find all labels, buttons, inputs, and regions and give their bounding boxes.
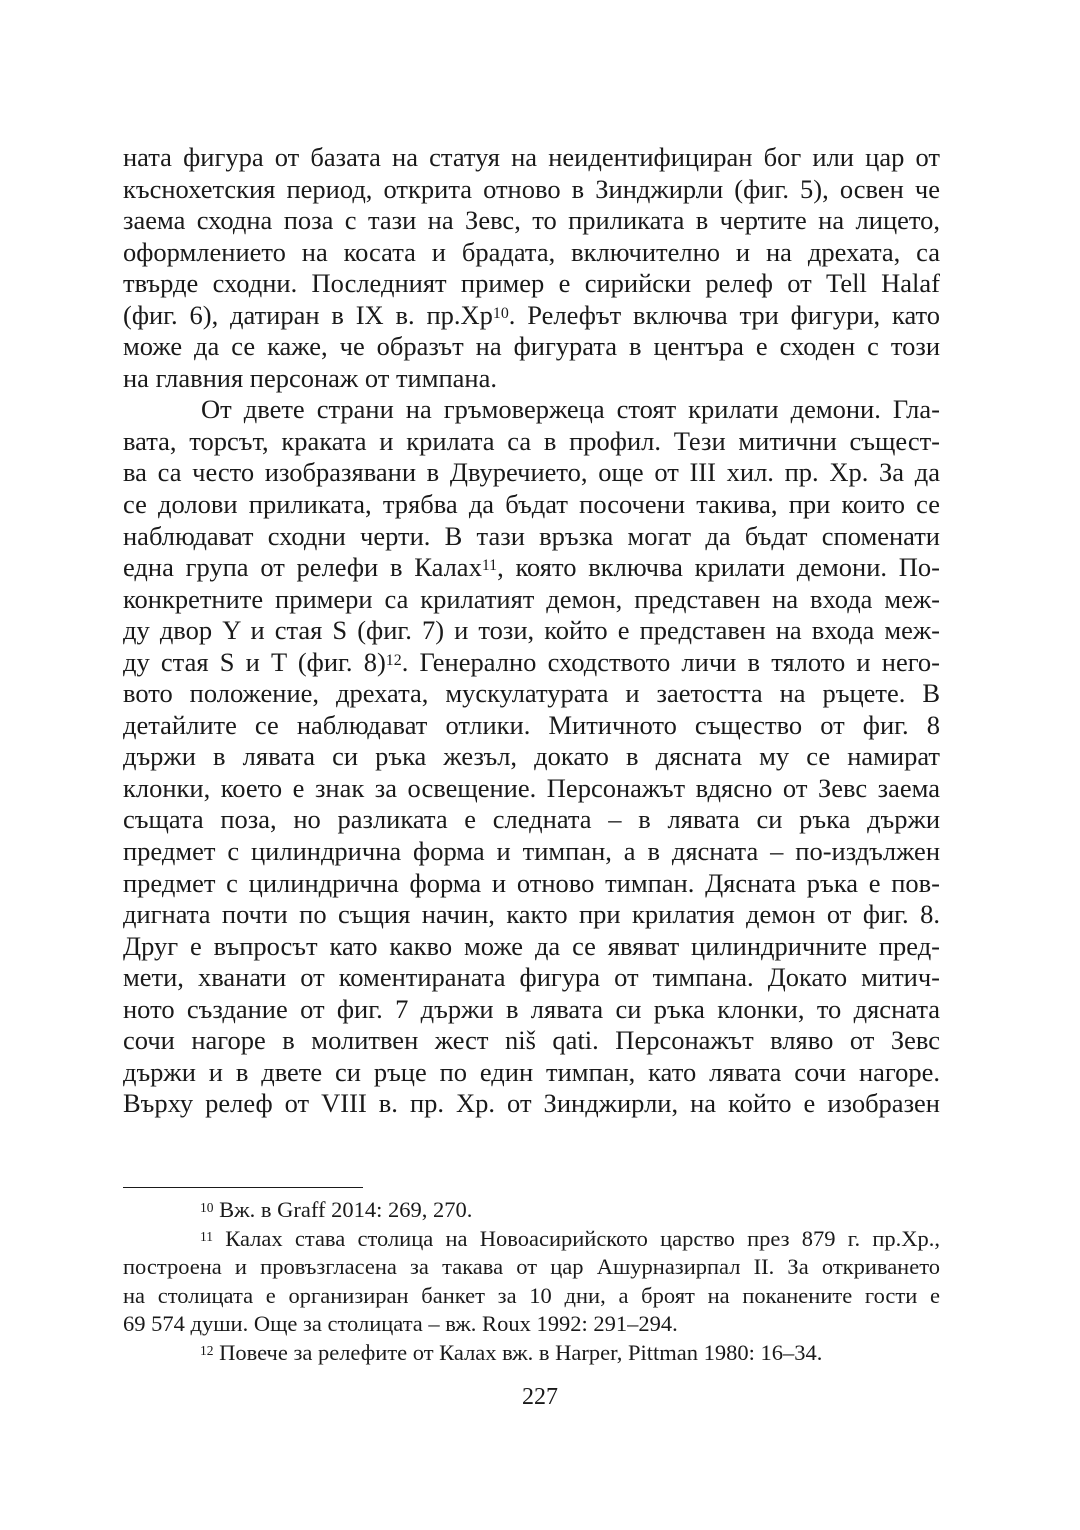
page-number: 227 xyxy=(522,1384,558,1410)
text-line: ва са често изобразявани в Двуречието, още от III хил. пр. Хр. За да xyxy=(123,457,940,488)
text-line: клонки, което е знак за освещение. Персонажът вдясно от Зевс заема xyxy=(123,772,940,803)
text-line: детайлите се наблюдават отлики. Митичното същество от фиг. 8 xyxy=(123,709,940,740)
text-line: държи в лявата си ръка жезъл, докато в дясната му се намират xyxy=(123,741,940,772)
text-line: се долови приликата, трябва да бъдат посочени такива, при които се xyxy=(123,489,940,520)
footnote-text: 69 574 души. Още за столицата – вж. Roux 1992: 291–294. xyxy=(123,1311,678,1337)
footnote-line xyxy=(123,1282,940,1311)
text-segment: , която включва крилати демони. По- xyxy=(497,552,940,583)
text-line: къснохетския период, открита отново в Зинджирли (фиг. 5), освен че xyxy=(123,173,940,204)
footnote-line xyxy=(123,1196,940,1225)
footnote-line xyxy=(123,1253,940,1282)
footnote-text: на столицата е организиран банкет за 10 дни, а броят на поканените гости е xyxy=(123,1282,940,1308)
footnote-ref: 10 xyxy=(492,304,509,322)
footnote-number: 11 xyxy=(200,1228,213,1244)
footnote-line xyxy=(123,1339,940,1368)
text-line xyxy=(123,552,940,584)
footnote-line xyxy=(123,1310,940,1339)
text-segment: . Генерално сходството личи в тялото и него- xyxy=(401,646,940,677)
text-line: Върху релеф от VIII в. пр. Хр. от Зинджирли, на който е изобразен xyxy=(123,1088,940,1119)
text-line: конкретните примери са крилатият демон, представен на входа меж- xyxy=(123,583,940,614)
text-line: ното създание от фиг. 7 държи в лявата си ръка клонки, то дясната xyxy=(123,993,940,1024)
text-line xyxy=(123,647,940,679)
footnote-number: 12 xyxy=(200,1342,214,1358)
body-text xyxy=(123,142,940,1120)
text-line: може да се каже, че образът на фигурата в центъра е сходен с този xyxy=(123,331,940,362)
text-line: твърде сходни. Последният пример е сирийски релеф от Tell Halaf xyxy=(123,268,940,299)
text-line: дигната почти по същия начин, както при крилатия демон от фиг. 8. xyxy=(123,899,940,930)
text-line: мети, хванати от коментираната фигура от тимпана. Докато митич- xyxy=(123,962,940,993)
text-segment: (фиг. 6), датиран в IX в. пр.Хр xyxy=(123,299,493,330)
footnote-number: 10 xyxy=(200,1200,214,1215)
footnotes xyxy=(123,1196,940,1368)
footnote-text: Вж. в Graff 2014: 269, 270. xyxy=(219,1197,473,1222)
text-line: заема сходна поза с тази на Зевс, то приликата в чертите на лицето, xyxy=(123,205,940,236)
text-line: От двете страни на гръмовержеца стоят крилати демони. Гла- xyxy=(201,394,940,425)
text-line: вата, торсът, краката и крилата са в профил. Тези митични същест- xyxy=(123,425,940,456)
text-line: оформлението на косата и брадата, включително и на дрехата, са xyxy=(123,236,940,267)
text-line: сочи нагоре в молитвен жест niš qati. Персонажът вляво от Зевс xyxy=(123,1025,940,1056)
text-line: на главния персонаж от тимпана. xyxy=(123,362,498,393)
footnote-text: Калах става столица на Новоасирийското царство през 879 г. пр.Хр., xyxy=(225,1225,941,1251)
footnote-text: построена и провъзгласена за такава от цар Ашурназирпал II. За откриването xyxy=(123,1254,940,1280)
text-segment: ду стая S и T (фиг. 8) xyxy=(123,646,386,677)
text-line: наблюдават сходни черти. В тази връзка могат да бъдат споменати xyxy=(123,520,940,551)
text-segment: . Релефът включва три фигури, като xyxy=(508,299,941,330)
text-segment: една група от релефи в Калах xyxy=(123,552,482,583)
text-line: същата поза, но разликата е следната – в лявата си ръка държи xyxy=(123,804,940,835)
text-line: ната фигура от базата на статуя на неидентифициран бог или цар от xyxy=(123,142,940,172)
text-line: ду двор Y и стая S (фиг. 7) и този, който е представен на входа меж- xyxy=(123,615,940,646)
text-line: държи и в двете си ръце по един тимпан, като лявата сочи нагоре. xyxy=(123,1056,940,1087)
footnote-ref: 11 xyxy=(481,557,498,575)
footnote-separator xyxy=(123,1187,363,1188)
footnote-text: Повече за релефите от Калах вж. в Harper, Pittman 1980: 16–34. xyxy=(219,1339,823,1365)
text-line: предмет с цилиндрична форма и отново тимпан. Дясната ръка е пов- xyxy=(123,867,940,898)
text-line: вото положение, дрехата, мускулатурата и заетостта на ръцете. В xyxy=(123,678,940,709)
text-line: предмет с цилиндрична форма и тимпан, а в дясната – по-издължен xyxy=(123,836,940,867)
text-line xyxy=(123,300,940,332)
text-line: Друг е въпросът като какво може да се явяват цилиндричните пред- xyxy=(123,930,940,961)
footnote-ref: 12 xyxy=(385,651,402,669)
footnote-line xyxy=(123,1225,940,1254)
